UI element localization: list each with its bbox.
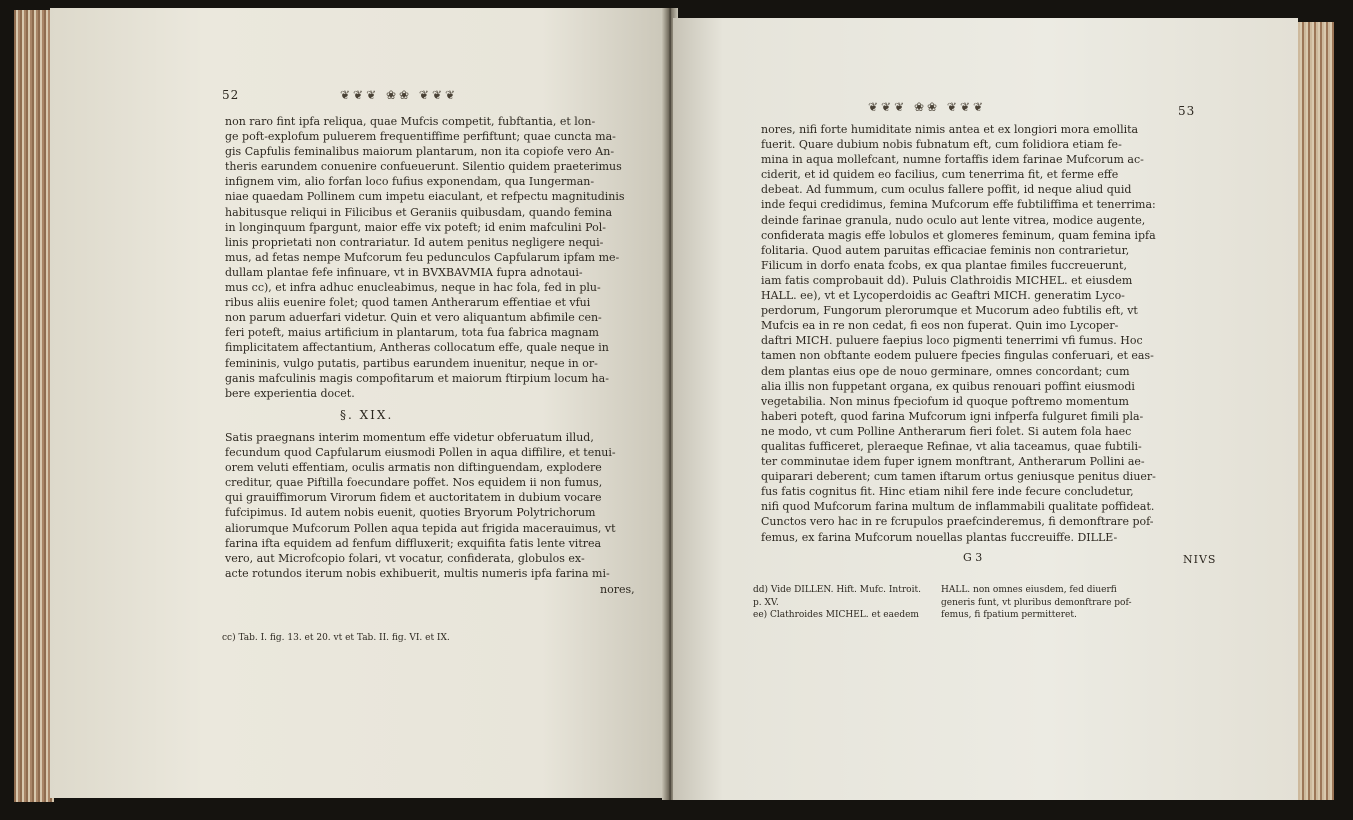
text-line: feri poteft, maius artificium in plantarum, tota fua fabrica magnam <box>225 326 599 340</box>
catchword: nores, <box>600 583 635 596</box>
text-line: infignem vim, alio forfan loco fufius exponendam, qua Iungerman- <box>225 175 595 189</box>
text-line: femus, ex farina Mufcorum nouellas plantas fuccreuiffe. DILLE- <box>761 530 1118 544</box>
text-line: Satis praegnans interim momentum effe videtur obferuatum illud, <box>225 431 594 444</box>
text-line: non parum aduerfari videtur. Quin et vero aliquantum abfimile cen- <box>225 311 602 325</box>
text-line: vegetabilia. Non minus fpeciofum id quoque poftremo momentum <box>761 394 1129 408</box>
text-line: debeat. Ad fummum, cum oculus fallere poffit, id neque aliud quid <box>761 183 1132 197</box>
text-line: Mufcis ea in re non cedat, fi eos non fuperat. Quin imo Lycoper- <box>761 319 1119 333</box>
text-line: femus, fi fpatium permitteret. <box>941 610 1077 620</box>
text-line: qui grauiffimorum Virorum fidem et auctoritatem in dubium vocare <box>225 491 602 505</box>
text-line: ribus aliis euenire folet; quod tamen Antherarum effentiae et vfui <box>225 296 591 310</box>
text-line: theris earundem conuenire confueuerunt. Silentio quidem praeterimus <box>225 160 622 174</box>
text-line: dullam plantae fefe infinuare, vt in BVXBAVMIA fupra adnotaui- <box>225 265 583 279</box>
text-line: folitaria. Quod autem paruitas efficaciae feminis non contrarietur, <box>761 243 1130 257</box>
text-line: HALL. ee), vt et Lycoperdoidis ac Geaftri MICH. generatim Lyco- <box>761 289 1125 303</box>
text-line: fecundum quod Capfularum eiusmodi Pollen in aqua diffilire, et tenui- <box>225 446 616 460</box>
text-line: confiderata magis effe lobulos et glomeres feminum, quam femina ipfa <box>761 228 1156 242</box>
right-page <box>673 18 1298 800</box>
footnotes-right <box>941 584 1132 622</box>
text-line: deinde farinae granula, nudo oculo aut lente vitrea, modice augente, <box>761 213 1146 227</box>
text-line: generis funt, vt pluribus demonftrare pof- <box>941 597 1132 608</box>
text-line: perdorum, Fungorum plerorumque et Mucorum adeo fubtilis eft, vt <box>761 304 1138 318</box>
body-text <box>761 122 1156 545</box>
text-line: haberi poteft, quod farina Mufcorum igni infperfa fulguret fimili pla- <box>761 409 1144 423</box>
footnote: cc) Tab. I. fig. 13. et 20. vt et Tab. II. fig. VI. et IX. <box>222 633 450 643</box>
text-line: daftri MICH. puluere faepius loco pigmenti tenerrimi vfi fumus. Hoc <box>761 334 1143 348</box>
text-line: inde fequi credidimus, femina Mufcorum effe fubtiliffima et tenerrima: <box>761 198 1156 212</box>
text-line: ter comminutae idem fuper ignem monftrant, Antherarum Pollini ae- <box>761 455 1145 469</box>
footnotes-left <box>753 584 921 622</box>
text-line: in longinquum fpargunt, maior effe vix poteft; id enim mafculini Pol- <box>225 220 606 234</box>
text-line: Cunctos vero hac in re fcrupulos praefcinderemus, fi demonftrare pof- <box>761 515 1154 529</box>
book-edge-right <box>1294 22 1334 800</box>
text-line: ge poft-explofum puluerem frequentiffime perfiftunt; quae cuncta ma- <box>225 130 616 144</box>
text-line: farina ifta equidem ad fenfum diffluxerit; exquifita fatis lente vitrea <box>225 536 602 550</box>
text-line: HALL. non omnes eiusdem, fed diuerfi <box>941 585 1117 595</box>
text-line: tamen non obftante eodem puluere fpecies fingulas conferuari, et eas- <box>761 349 1154 363</box>
text-line: ciderit, et id quidem eo facilius, cum tenerrima fit, et ferme effe <box>761 168 1119 182</box>
catchword: NIVS <box>1183 553 1217 566</box>
page-number: 52 <box>222 88 240 102</box>
text-line: fimplicitatem affectantium, Antheras collocatum effe, quale neque in <box>225 341 609 355</box>
text-line: p. XV. <box>753 597 779 608</box>
text-line: aliorumque Mufcorum Pollen aqua tepida aut frigida macerauimus, vt <box>225 521 616 535</box>
body-text-2 <box>225 430 616 581</box>
left-page <box>50 8 665 798</box>
text-line: ganis mafculinis magis compofitarum et maiorum ftirpium locum ha- <box>225 371 609 385</box>
text-line: niae quaedam Pollinem cum impetu eiaculant, et refpectu magnitudinis <box>225 190 625 204</box>
text-line: orem veluti effentiam, oculis armatis non diftinguendam, explodere <box>225 461 602 475</box>
text-line: fus fatis cognitus fit. Hinc etiam nihil fere inde fecure concludetur, <box>761 485 1134 499</box>
text-line: nores, nifi forte humiditate nimis antea et ex longiori mora emollita <box>761 123 1139 136</box>
text-line: iam fatis comprobauit dd). Puluis Clathroidis MICHEL. et eiusdem <box>761 273 1133 287</box>
text-line: qualitas fufficeret, pleraeque Refinae, vt alia taceamus, quae fubtili- <box>761 439 1142 453</box>
text-line: creditur, quae Piftilla foecundare poffet. Nos equidem ii non fumus, <box>225 476 603 490</box>
text-line: mus, ad fetas nempe Mufcorum feu pedunculos Capfularum ipfam me- <box>225 250 620 264</box>
text-line: gis Capfulis feminalibus maiorum plantarum, non ita copiofe vero An- <box>225 145 615 159</box>
text-line: nifi quod Mufcorum farina multum de inflammabili qualitate poffideat. <box>761 500 1155 514</box>
text-line: femininis, vulgo putatis, partibus earundem inuenitur, neque in or- <box>225 356 598 370</box>
text-line: fuerit. Quare dubium nobis fubnatum eft, cum folidiora etiam fe- <box>761 138 1122 152</box>
text-line: fufcipimus. Id autem nobis euenit, quoties Bryorum Polytrichorum <box>225 506 596 520</box>
text-line: dem plantas eius ope de nouo germinare, omnes concordant; cum <box>761 364 1130 378</box>
text-line: ee) Clathroides MICHEL. et eaedem <box>753 610 919 620</box>
text-line: dd) Vide DILLEN. Hift. Mufc. Introit. <box>753 585 921 595</box>
text-line: habitusque reliqui in Filicibus et Geraniis quibusdam, quando femina <box>225 205 613 219</box>
text-line: mus cc), et infra adhuc enucleabimus, neque in hac fola, fed in plu- <box>225 281 601 295</box>
text-line: acte rotundos iterum nobis exhibuerit, multis numeris ipfa farina mi- <box>225 566 610 580</box>
text-line: linis proprietati non contrariatur. Id autem penitus negligere nequi- <box>225 235 604 249</box>
text-line: non raro fint ipfa reliqua, quae Mufcis competit, fubftantia, et lon- <box>225 115 596 128</box>
text-line: quiparari deberent; cum tamen iftarum ortus geniusque penitus diuer- <box>761 470 1156 484</box>
section-heading: §. XIX. <box>340 408 394 422</box>
text-line: mina in aqua mollefcant, numne fortaffis idem farinae Mufcorum ac- <box>761 153 1144 167</box>
text-line: Filicum in dorfo enata fcobs, ex qua plantae fimiles fuccreuerunt, <box>761 258 1127 272</box>
book-edge-left <box>14 10 54 802</box>
text-line: vero, aut Microfcopio folari, vt vocatur, confiderata, globulos ex- <box>225 551 585 565</box>
text-line: ne modo, vt cum Polline Antherarum fieri folet. Si autem fola haec <box>761 424 1132 438</box>
ornament-header: ❦❦❦ ❀❀ ❦❦❦ <box>340 88 459 102</box>
signature-mark: G 3 <box>963 551 983 564</box>
text-line: bere experientia docet. <box>225 386 355 400</box>
page-number: 53 <box>1178 104 1196 118</box>
ornament-header: ❦❦❦ ❀❀ ❦❦❦ <box>868 100 987 114</box>
text-line: alia illis non fuppetant organa, ex quibus renouari poffint eiusmodi <box>761 379 1135 393</box>
body-text <box>225 114 625 401</box>
